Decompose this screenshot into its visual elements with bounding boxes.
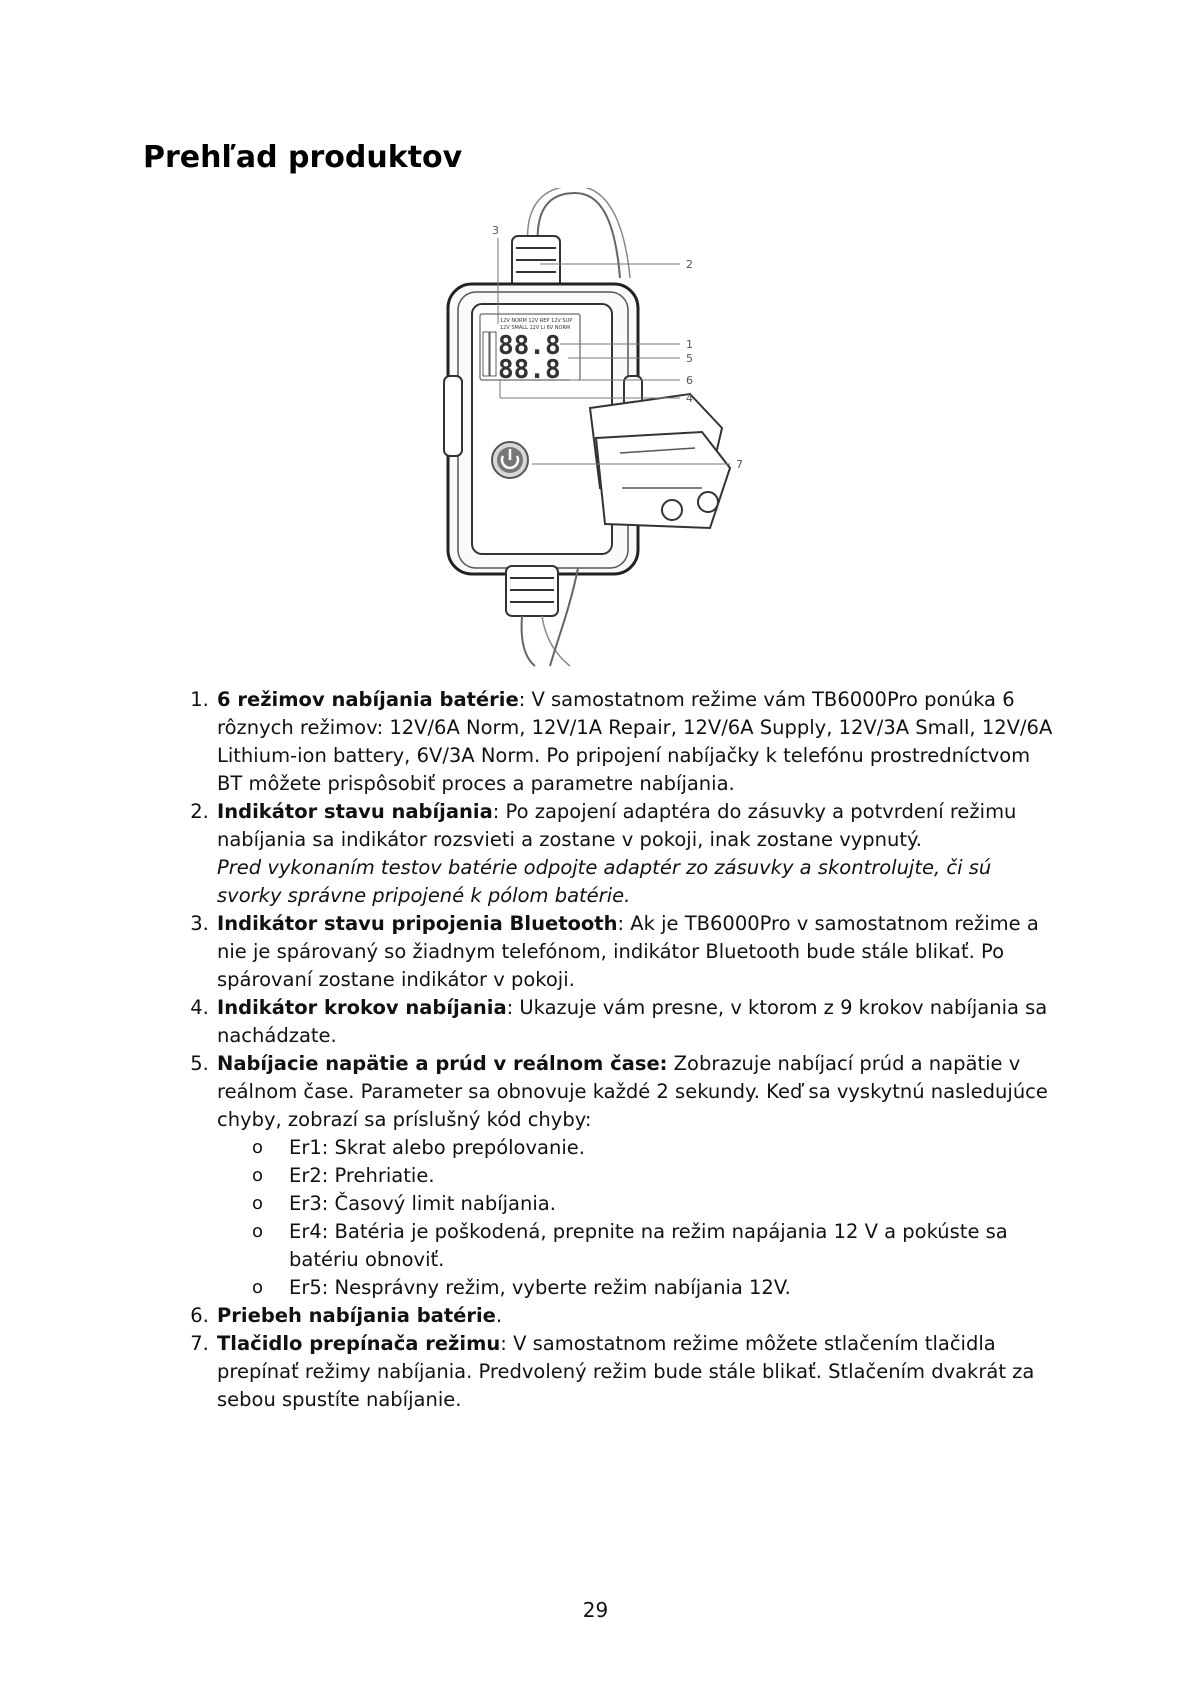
list-item-1: 1. 6 režimov nabíjania batérie: V samostatnom režime vám TB6000Pro ponúka 6 rôznych režimov: 12V/6A Norm, 12V/1A Repair, 12V/6A Supply, 12V/3A Small, 12V/6A Lithium-ion battery, 6V/3A Norm. Po pripojení nabíjačky k telefónu prostredníctvom BT môžete prispôsobiť proces a parametre nabíjania. [215, 686, 1058, 798]
callout-2: 2 [686, 258, 693, 271]
callout-3: 3 [492, 224, 499, 237]
error-item-er5: o Er5: Nesprávny režim, vyberte režim nabíjania 12V. [289, 1274, 1058, 1302]
list-item-5: 5. Nabíjacie napätie a prúd v reálnom čase: Zobrazuje nabíjací prúd a napätie v reálnom čase. Parameter sa obnovuje každé 2 sekundy. Keď sa vyskytnú nasledujúce chyby, zobrazí sa príslušný kód chyby: o Er1: Skrat alebo prepólovanie. o Er2: Prehriatie. o Er3: Časový limit nabíjania. o Er4: Batéria je poškodená, prepnite na režim napájania 12 V a pokúste sa batériu obnoviť. o Er5: Nesprávny režim, vyberte režim nabíjania 12V. [215, 1050, 1058, 1302]
product-diagram [440, 188, 760, 668]
callout-5: 5 [686, 352, 693, 365]
list-item-7: 7. Tlačidlo prepínača režimu: V samostatnom režime môžete stlačením tlačidla prepínať režimy nabíjania. Predvolený režim bude stále blikať. Stlačením dvakrát za sebou spustíte nabíjanie. [215, 1330, 1058, 1414]
callout-7: 7 [736, 458, 743, 471]
numbered-list [178, 686, 1058, 1414]
svg-text:12V NORM 12V REP 12V SUP: 12V NORM 12V REP 12V SUP [500, 318, 573, 324]
callout-1: 1 [686, 338, 693, 351]
page-title: Prehľad produktov [143, 140, 463, 175]
svg-text:88.8: 88.8 [498, 355, 561, 385]
svg-text:88.8: 88.8 [498, 331, 561, 361]
svg-text:12V SMALL 12V Li 6V NORM: 12V SMALL 12V Li 6V NORM [500, 325, 571, 331]
error-item-er2: o Er2: Prehriatie. [289, 1162, 1058, 1190]
callout-4: 4 [686, 392, 693, 405]
error-item-er4: o Er4: Batéria je poškodená, prepnite na režim napájania 12 V a pokúste sa batériu obnoviť. [289, 1218, 1058, 1274]
list-item-6: 6. Priebeh nabíjania batérie. [215, 1302, 1058, 1330]
error-item-er1: o Er1: Skrat alebo prepólovanie. [289, 1134, 1058, 1162]
error-code-list [217, 1134, 1058, 1302]
list-item-3: 3. Indikátor stavu pripojenia Bluetooth: Ak je TB6000Pro v samostatnom režime a nie je spárovaný so žiadnym telefónom, indikátor Bluetooth bude stále blikať. Po spárovaní zostane indikátor v pokoji. [215, 910, 1058, 994]
warning-note: Pred vykonaním testov batérie odpojte adaptér zo zásuvky a skontrolujte, či sú svorky správne pripojené k pólom batérie. [217, 856, 992, 907]
error-item-er3: o Er3: Časový limit nabíjania. [289, 1190, 1058, 1218]
callout-6: 6 [686, 374, 693, 387]
list-item-4: 4. Indikátor krokov nabíjania: Ukazuje vám presne, v ktorom z 9 krokov nabíjania sa nachádzate. [215, 994, 1058, 1050]
list-item-2: 2. Indikátor stavu nabíjania: Po zapojení adaptéra do zásuvky a potvrdení režimu nabíjania sa indikátor rozsvieti a zostane v pokoji, inak zostane vypnutý. Pred vykonaním testov batérie odpojte adaptér zo zásuvky a skontrolujte, či sú svorky správne pripojené k pólom batérie. [215, 798, 1058, 910]
page-number: 29 [582, 1598, 609, 1622]
feature-list [178, 686, 1058, 1414]
